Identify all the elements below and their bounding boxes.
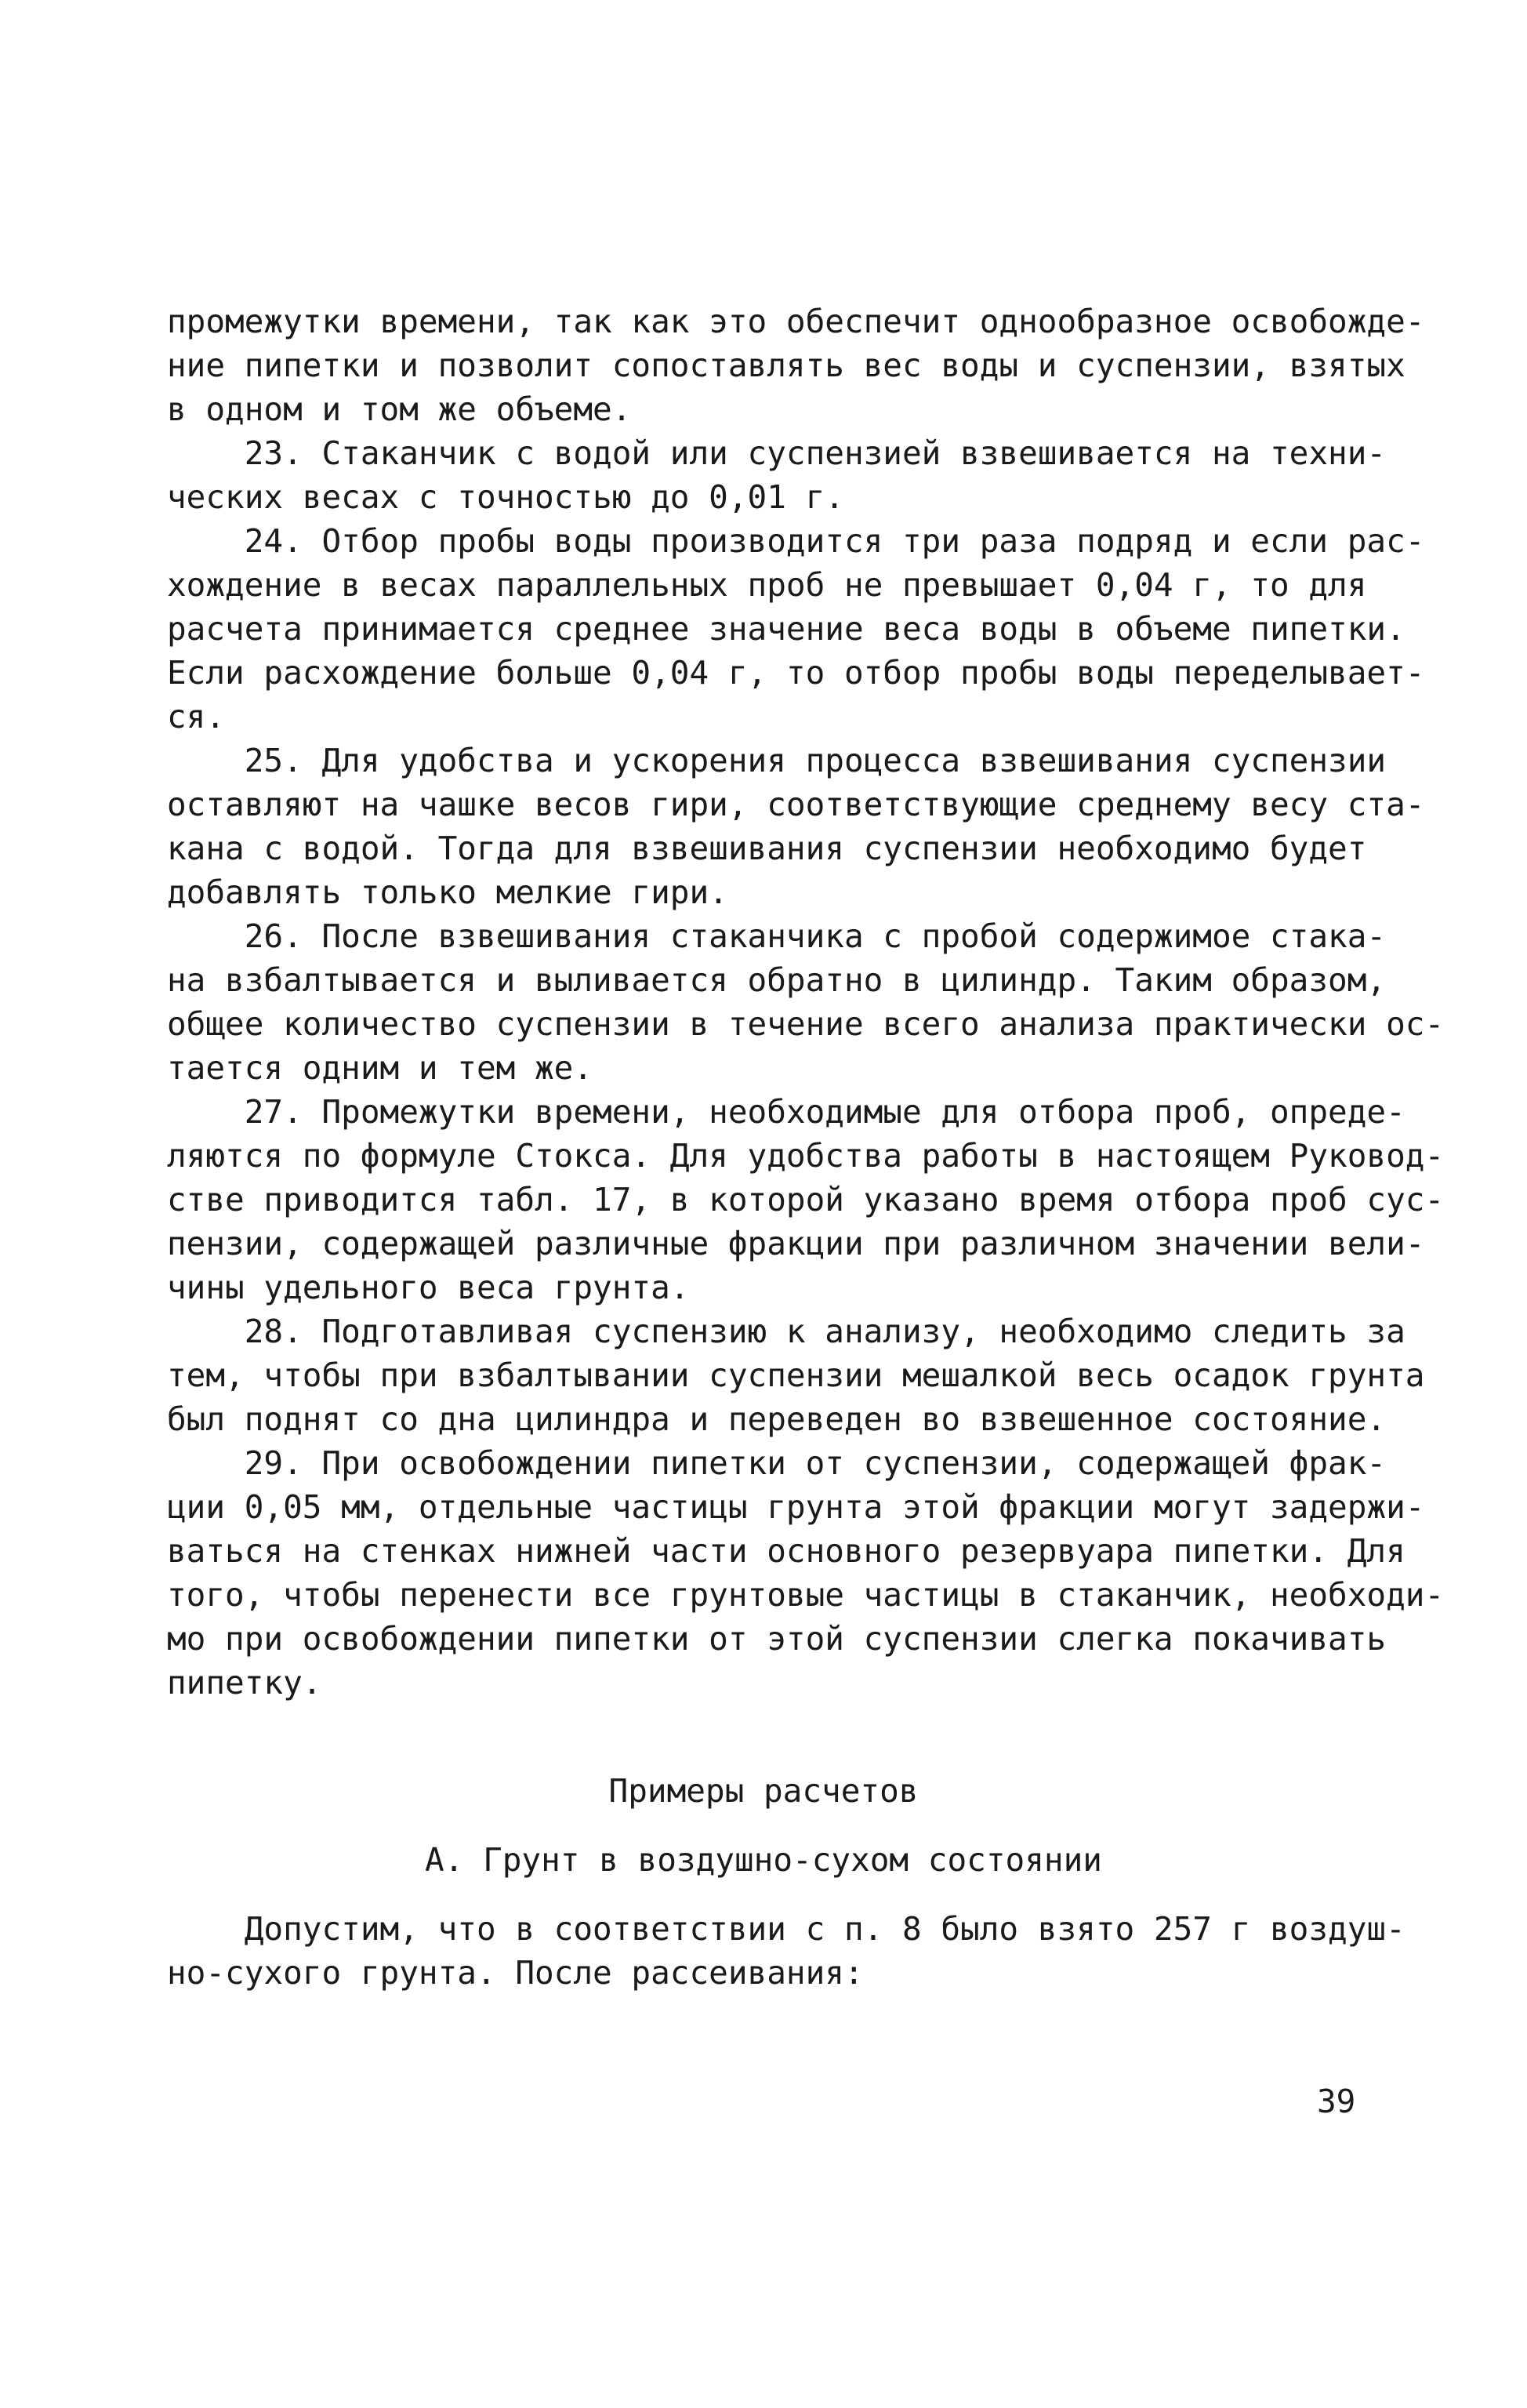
text-line: добавлять только мелкие гири. <box>167 873 728 911</box>
text-line: 24. Отбор пробы воды производится три раза подряд и если рас- <box>167 522 1425 560</box>
text-line: хождение в весах параллельных проб не превышает 0,04 г, то для <box>167 566 1367 604</box>
text-line: 25. Для удобства и ускорения процесса взвешивания суспензии <box>167 742 1387 779</box>
text-line: пензии, содержащей различные фракции при различном значении вели- <box>167 1225 1425 1262</box>
text-line: 27. Промежутки времени, необходимые для отбора проб, опреде- <box>167 1093 1405 1131</box>
subsection-heading: А. Грунт в воздушно-сухом состоянии <box>425 1841 1102 1879</box>
text-line: ции 0,05 мм, отдельные частицы грунта этой фракции могут задержи- <box>167 1488 1425 1526</box>
text-line: ческих весах с точностью до 0,01 г. <box>167 478 844 516</box>
text-line: ляются по формуле Стокса. Для удобства работы в настоящем Руковод- <box>167 1137 1445 1175</box>
text-line: 26. После взвешивания стаканчика с пробой содержимое стака- <box>167 917 1387 955</box>
text-line: 23. Стаканчик с водой или суспензией взвешивается на техни- <box>167 434 1387 472</box>
text-line: Допустим, что в соответствии с п. 8 было взято 257 г воздуш- <box>167 1910 1405 1948</box>
text-line: общее количество суспензии в течение всего анализа практически ос- <box>167 1005 1445 1043</box>
text-line: расчета принимается среднее значение веса воды в объеме пипетки. <box>167 610 1405 648</box>
text-line: мо при освобождении пипетки от этой суспензии слегка покачивать <box>167 1620 1387 1658</box>
text-line: но-сухого грунта. После рассеивания: <box>167 1954 864 1992</box>
text-line: в одном и том же объеме. <box>167 390 632 428</box>
text-line: того, чтобы перенести все грунтовые частицы в стаканчик, необходи- <box>167 1576 1445 1614</box>
text-line: 29. При освобождении пипетки от суспензии, содержащей фрак- <box>167 1444 1387 1482</box>
page-number: 39 <box>1317 2083 1356 2120</box>
text-line: оставляют на чашке весов гири, соответствующие среднему весу ста- <box>167 786 1425 823</box>
text-line: Если расхождение больше 0,04 г, то отбор пробы воды переделывает- <box>167 654 1425 692</box>
text-line: 28. Подготавливая суспензию к анализу, необходимо следить за <box>167 1313 1405 1350</box>
text-line: промежутки времени, так как это обеспечит однообразное освобожде- <box>167 303 1425 340</box>
text-line: ние пипетки и позволит сопоставлять вес воды и суспензии, взятых <box>167 347 1405 384</box>
text-line: тем, чтобы при взбалтывании суспензии мешалкой весь осадок грунта <box>167 1357 1425 1394</box>
text-line: пипетку. <box>167 1664 322 1702</box>
text-line: ся. <box>167 698 226 735</box>
text-line: чины удельного веса грунта. <box>167 1269 690 1306</box>
text-line: был поднят со дна цилиндра и переведен во взвешенное состояние. <box>167 1400 1387 1438</box>
text-line: ваться на стенках нижней части основного резервуара пипетки. Для <box>167 1532 1405 1570</box>
text-line: тается одним и тем же. <box>167 1049 593 1087</box>
text-line: стве приводится табл. 17, в которой указано время отбора проб сус- <box>167 1181 1445 1219</box>
text-line: на взбалтывается и выливается обратно в цилиндр. Таким образом, <box>167 961 1387 999</box>
examples-heading: Примеры расчетов <box>608 1772 919 1810</box>
text-line: кана с водой. Тогда для взвешивания суспензии необходимо будет <box>167 830 1367 867</box>
